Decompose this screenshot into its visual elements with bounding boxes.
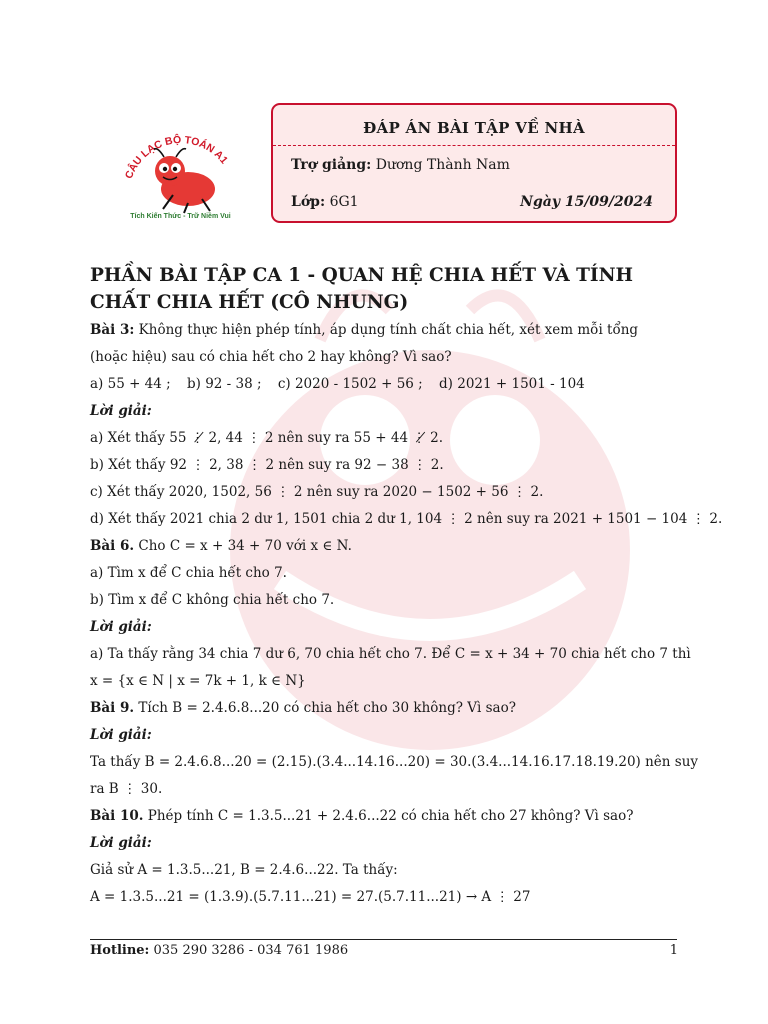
problem-6-label: Bài 6. <box>90 538 135 554</box>
problem-6-solution-line: a) Ta thấy rằng 34 chia 7 dư 6, 70 chia hết cho 7. Để C = x + 34 + 70 chia hết cho 7 thì <box>90 646 691 662</box>
hotline-numbers: 035 290 3286 - 034 761 1986 <box>153 943 349 958</box>
tutor-label: Trợ giảng: <box>291 157 372 173</box>
problem-3 <box>90 317 680 371</box>
session-date: Ngày 15/09/2024 <box>520 194 653 210</box>
club-logo <box>118 125 243 230</box>
problem-6-text: Cho C = x + 34 + 70 với x ∈ N. <box>138 538 352 554</box>
problem-3-solution-d: d) Xét thấy 2021 chia 2 dư 1, 1501 chia 2 dư 1, 104 ⋮ 2 nên suy ra 2021 + 1501 − 104 ⋮ 2. <box>90 511 723 527</box>
footer-divider <box>90 939 677 940</box>
answer-key-header <box>271 103 677 223</box>
solution-label: Lời giải: <box>90 727 152 743</box>
problem-9-text: Tích B = 2.4.6.8...20 có chia hết cho 30 không? Vì sao? <box>138 700 516 716</box>
solution-label: Lời giải: <box>90 403 152 419</box>
choice-d: d) 2021 + 1501 - 104 <box>439 376 585 392</box>
problem-3-solution-a: a) Xét thấy 55 ⋮̸ 2, 44 ⋮ 2 nên suy ra 55 + 44 ⋮̸ 2. <box>90 430 444 446</box>
problem-3-solution-b: b) Xét thấy 92 ⋮ 2, 38 ⋮ 2 nên suy ra 92 − 38 ⋮ 2. <box>90 457 444 473</box>
class-label: Lớp: <box>291 194 326 210</box>
problem-9-solution-line: ra B ⋮ 30. <box>90 781 163 797</box>
choice-c: c) 2020 - 1502 + 56 ; <box>277 376 423 392</box>
problem-9 <box>90 695 680 722</box>
class-line <box>291 194 359 210</box>
logo-motto: Tích Kiến Thức - Trữ Niềm Vui <box>130 213 231 220</box>
choice-a: a) 55 + 44 ; <box>90 376 171 392</box>
logo-club-name: CÂU LẠC BỘ TOÁN A1 <box>122 134 231 181</box>
problem-3-choices <box>90 371 680 398</box>
problem-6 <box>90 533 680 560</box>
ant-mascot-icon <box>118 125 243 215</box>
problem-9-label: Bài 9. <box>90 700 135 716</box>
solution-label: Lời giải: <box>90 619 152 635</box>
problem-10-text: Phép tính C = 1.3.5...21 + 2.4.6...22 có chia hết cho 27 không? Vì sao? <box>147 808 634 824</box>
page-number: 1 <box>669 943 678 958</box>
header-title: ĐÁP ÁN BÀI TẬP VỀ NHÀ <box>363 119 585 137</box>
section-title: PHẦN BÀI TẬP CA 1 - QUAN HỆ CHIA HẾT VÀ TÍNH CHẤT CHIA HẾT (CÔ NHUNG) <box>90 265 633 313</box>
class-value: 6G1 <box>329 194 359 210</box>
problem-6-part-a: a) Tìm x để C chia hết cho 7. <box>90 565 287 581</box>
document-body <box>90 262 723 911</box>
problem-10 <box>90 803 680 830</box>
problem-10-label: Bài 10. <box>90 808 144 824</box>
solution-label: Lời giải: <box>90 835 152 851</box>
problem-6-solution-line: x = {x ∈ N | x = 7k + 1, k ∈ N} <box>90 673 306 689</box>
problem-10-solution-line: A = 1.3.5...21 = (1.3.9).(5.7.11...21) = 27.(5.7.11...21) → A ⋮ 27 <box>90 889 531 905</box>
tutor-name: Dương Thành Nam <box>375 157 510 173</box>
footer-hotline <box>90 943 348 958</box>
problem-9-solution-line: Ta thấy B = 2.4.6.8...20 = (2.15).(3.4...14.16...20) = 30.(3.4...14.16.17.18.19.20) nên suy <box>90 754 699 770</box>
tutor-line <box>291 157 510 173</box>
problem-10-solution-line: Giả sử A = 1.3.5...21, B = 2.4.6...22. Ta thấy: <box>90 862 398 878</box>
header-divider <box>273 145 675 146</box>
problem-6-part-b: b) Tìm x để C không chia hết cho 7. <box>90 592 335 608</box>
problem-3-text: Không thực hiện phép tính, áp dụng tính chất chia hết, xét xem mỗi tổng (hoặc hiệu) sau có chia hết cho 2 hay không? Vì sao? <box>90 322 639 365</box>
hotline-label: Hotline: <box>90 943 150 958</box>
problem-3-label: Bài 3: <box>90 322 135 338</box>
choice-b: b) 92 - 38 ; <box>187 376 262 392</box>
problem-3-solution-c: c) Xét thấy 2020, 1502, 56 ⋮ 2 nên suy ra 2020 − 1502 + 56 ⋮ 2. <box>90 484 544 500</box>
